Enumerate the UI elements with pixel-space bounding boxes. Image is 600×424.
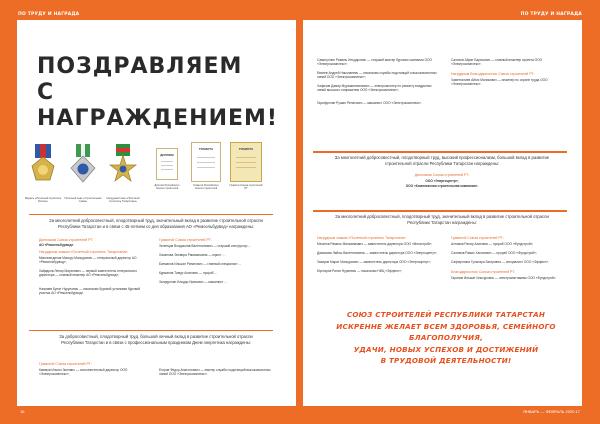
awardee-entry: Гарипов Ильшат Ильсурович — электромонтажник ООО «Фундстрой». — [451, 276, 557, 280]
awardee-entry: Гарифуллин Рушан Ренатович — машинист ООО «Электрокомплекс». — [317, 101, 422, 105]
category-label: Благодарностью Союза строителей РТ: — [451, 270, 516, 274]
awardee-entry: Зеленцов Владислав Валентинович — старший инструктор ... — [159, 244, 251, 248]
page-number-right: ЯНВАРЬ — ФЕВРАЛЬ 2020 17 — [523, 409, 580, 414]
award-gramota-tatarstan-union — [229, 142, 263, 191]
award-caption: Нагрудный знак «Почетный строитель Татарстана» — [106, 197, 140, 204]
slogan — [311, 309, 581, 367]
category-label: Грамотой Союза строителей РТ: — [159, 238, 212, 242]
awardee-entry: Дасимова Ляйлы Валентиновна — заместитель директора ООО «Энергоцентр»; — [317, 251, 438, 255]
right-page — [303, 20, 582, 406]
slogan-line-2: ИСКРЕННЕ ЖЕЛАЕТ ВСЕМ ЗДОРОВЬЯ, СЕМЕЙНОГО БЛАГОПОЛУЧИЯ, — [336, 321, 556, 342]
badge-icon — [63, 144, 103, 192]
left-page — [17, 20, 296, 406]
award-badge-honorary-builder-tatarstan — [103, 144, 143, 204]
section-intro: За многолетний добросовестный, плодотворный труд, значительный вклад в развитие строительной отрасли Республики Татарстан и в связи с 45-летием со дня образования АО «Ремсельбурвод» награждены: — [49, 218, 263, 229]
medal-icon — [23, 144, 63, 192]
award-badge-construction-glory — [63, 144, 103, 204]
page-number-left: 16 — [20, 409, 25, 414]
award-medal-honorary-builder — [23, 144, 63, 204]
category-label: Дипломом Союза строителей РТ: — [39, 238, 94, 242]
gramota-image: ГРАМОТА — [191, 142, 221, 182]
category-label: Нагрудным знаком «Почетный строитель Татарстана»: — [317, 236, 407, 240]
awardee-entry: ООО «Комплексная строительная компания». — [405, 184, 479, 188]
title-line-2: С НАГРАЖДЕНИЕМ! — [37, 80, 278, 131]
awardee-entry: Хафизов Дамир Мурзакитиванович — электромонтер по ремонту воздушных линий высокого напряжения ООО «Электрокомплекс»; — [317, 84, 432, 93]
awardee-entry: Хайдаров Ленар Маратович — первый заместитель генерального директора — главный инженер АО «Ремсельбурвод»; — [39, 269, 138, 278]
awardee-entry: Салихов Айрат Барисович — главный инженер проекта ООО «Электрокомплекс». — [451, 58, 543, 67]
award-caption: Грамота Союза строителей РТ — [229, 184, 263, 191]
divider — [29, 330, 273, 331]
page-title — [37, 54, 296, 132]
awardee-entry: Хаметгалиев Айгиз Маликович — инженер по охране труда ООО «Электрокомплекс». — [451, 78, 548, 87]
award-caption: Почетный знак «Строительная слава» — [64, 197, 102, 204]
slogan-line-1: СОЮЗ СТРОИТЕЛЕЙ РЕСПУБЛИКИ ТАТАРСТАН — [346, 310, 546, 319]
divider — [313, 210, 567, 212]
awardee-entry: Загидуллин Ильдар Ирекович — машинист ... — [159, 280, 227, 284]
section-intro: За добросовестный, плодотворный труд, большой личный вклад в развитие строительной отрасли Республики Татарстан и в связи с профессиональным праздником Днем энергетика награждены: — [59, 334, 253, 345]
awardee-entry: Егоров Федор Анатольевич — мастер службы подстанций высоковольтных линий ООО «Электрокомплекс». — [159, 368, 271, 377]
awardee-entry: Курманов Тимур Ахатович — прораб ... — [159, 271, 218, 275]
awardee-entry: Мезитов Рамиль Миназимович — заместитель директора ООО «Мегастрой»; — [317, 242, 433, 246]
star-badge-icon — [103, 144, 143, 192]
awardee-entry: Евсеев Андрей Николаевич — начальник службы подстанций и высоковольтных линий ООО «Электрокомплекс»; — [317, 71, 437, 80]
category-label: Нагрудным Благодарностью Союза строителей РТ: — [451, 72, 535, 76]
award-gramota-russian-union — [189, 142, 223, 191]
section-header-right: ПО ТРУДУ И НАГРАДА — [520, 12, 582, 17]
awardee-entry: Закиров Марат Мансурович — заместитель директора ООО «Энергоцентр»; — [317, 260, 431, 264]
awardee-entry: Мухтаров Ринат Нуриевич — начальник НИЦ «Эффект»; — [317, 269, 402, 273]
awardee-entry: Мингазетдинов Мансур Мансурович — генеральный директор АО «Ремсельбурвод»; — [39, 256, 137, 265]
awardee-entry: Каюмов Ильгиз Зинович — исполнительный директор ООО «Электрокомплекс»; — [39, 368, 128, 377]
awardee-entry: Самигуллин Рамиль Ильдарович — старший мастер буровых компании ООО «Электрокомплекс»; — [317, 58, 433, 67]
title-line-1: ПОЗДРАВЛЯЕМ — [37, 54, 243, 79]
awardee-entry: ООО «Энергоцентр»; — [425, 179, 459, 183]
category-label: Дипломом Союза строителей РТ: — [414, 173, 470, 177]
award-diploma-russian-union — [151, 148, 183, 191]
awardee-entry: Сафиуллина Гульнара Загировна — специалист ООО «Эффект». — [451, 260, 549, 264]
award-caption: Медаль «Почетный строитель России» — [24, 197, 62, 204]
award-caption: Диплом Российского Союза строителей — [154, 184, 180, 191]
category-label: Нагрудным знаком «Почетный строитель Татарстана»: — [39, 250, 129, 254]
section-intro: За многолетний добросовестный, плодотворный труд, высокий профессионализм, большой вклад в развитие строительной отрасли Республики Татарстан награждены: — [334, 155, 550, 166]
section-header-left: ПО ТРУДУ И НАГРАДА — [18, 12, 80, 17]
category-label: Грамотой Союза строителей РТ: — [39, 362, 92, 366]
divider — [29, 214, 273, 215]
award-caption: Грамота Российского Союза строителей — [193, 184, 219, 191]
awardee-entry: Батманов Ильшат Ринатович — главный специалист ... — [159, 262, 242, 266]
diploma-image: ДИПЛОМ — [156, 148, 178, 180]
gramota-gold-image: ГРАМОТА — [230, 142, 262, 182]
slogan-line-4: В ТРУДОВОЙ ДЕЯТЕЛЬНОСТИ! — [380, 356, 512, 365]
divider — [313, 151, 567, 153]
awardee-entry: Салимов Рамис Хасанович — прораб ООО «Фундстрой»; — [451, 251, 537, 255]
awardee-entry: Хасанова Эльвира Рамазановна — юрист ... — [159, 253, 225, 257]
section-intro: За многолетний добросовестный, плодотворный труд, значительный вклад в развитие строительной отрасли Республики Татарстан награждены: — [335, 214, 549, 225]
slogan-line-3: УДАЧИ, НОВЫХ УСПЕХОВ И ДОСТИЖЕНИЙ — [353, 344, 539, 354]
awardee-entry: АО «Ремсельбурвод». — [39, 243, 75, 247]
category-label: Грамотой Союза строителей РТ: — [451, 236, 504, 240]
awardee-entry: Ахтямов Ранир Азатович — прораб ООО «Фундстрой»; — [451, 242, 534, 246]
awardee-entry: Назмиев Булат Нурулович — начальник буровой установки буровой участка АО «Ремсельбурвод». — [39, 287, 141, 296]
